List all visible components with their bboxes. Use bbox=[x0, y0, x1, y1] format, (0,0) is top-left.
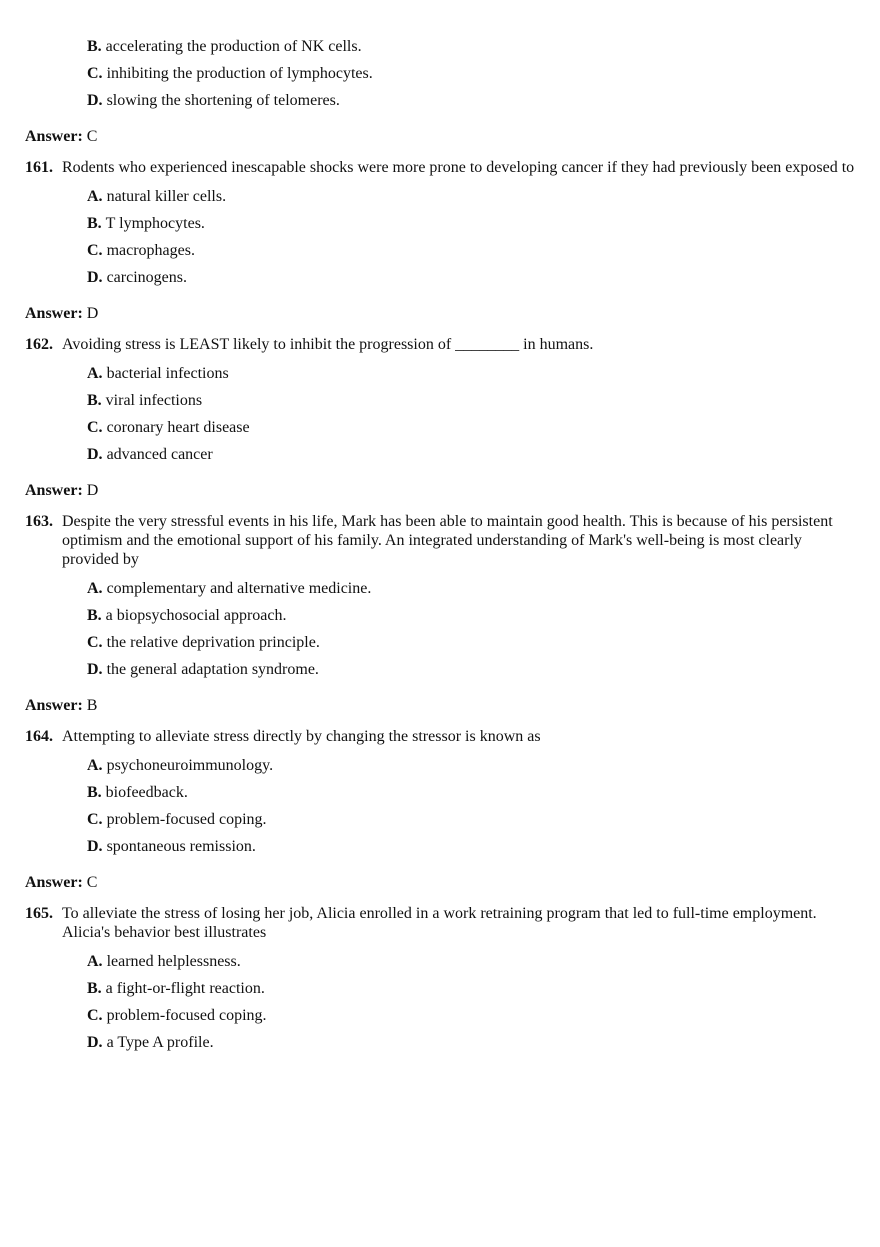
question-text: Rodents who experienced inescapable shocks were more prone to developing cancer if they had previously been exposed to bbox=[62, 159, 855, 176]
option-a bbox=[87, 187, 856, 214]
options-list bbox=[25, 187, 856, 295]
option-text: the general adaptation syndrome. bbox=[106, 661, 319, 678]
option-text: advanced cancer bbox=[106, 446, 213, 463]
option-d bbox=[87, 268, 856, 295]
option-text: biofeedback. bbox=[105, 784, 188, 801]
question-163 bbox=[25, 512, 856, 715]
answer-value: B bbox=[86, 697, 98, 714]
option-text: natural killer cells. bbox=[106, 188, 227, 205]
option-text: macrophages. bbox=[106, 242, 195, 259]
option-text: coronary heart disease bbox=[106, 419, 250, 436]
option-c bbox=[87, 633, 856, 660]
option-text: bacterial infections bbox=[106, 365, 229, 382]
option-text: complementary and alternative medicine. bbox=[106, 580, 372, 597]
question-stem bbox=[25, 512, 856, 569]
option-letter: A. bbox=[87, 757, 103, 774]
question-number: 164. bbox=[25, 728, 53, 745]
question-161 bbox=[25, 158, 856, 323]
option-text: a Type A profile. bbox=[106, 1034, 214, 1051]
option-text: problem-focused coping. bbox=[106, 1007, 267, 1024]
option-letter: D. bbox=[87, 92, 103, 109]
answer-line bbox=[25, 481, 856, 500]
option-letter: B. bbox=[87, 784, 102, 801]
option-a bbox=[87, 756, 856, 783]
answer-label: Answer: bbox=[25, 874, 83, 891]
options-list bbox=[25, 364, 856, 472]
answer-label: Answer: bbox=[25, 305, 83, 322]
option-text: problem-focused coping. bbox=[106, 811, 267, 828]
answer-value: D bbox=[86, 482, 99, 499]
option-letter: A. bbox=[87, 580, 103, 597]
options-list bbox=[25, 756, 856, 864]
option-d bbox=[87, 1033, 856, 1060]
question-text: Despite the very stressful events in his life, Mark has been able to maintain good health. This is because of his persistent optimism and the emotional support of his family. An integrated understanding of Mark's well-being is most clearly provided by bbox=[62, 513, 833, 568]
option-d bbox=[87, 837, 856, 864]
option-letter: A. bbox=[87, 188, 103, 205]
question-number: 165. bbox=[25, 905, 53, 922]
answer-line bbox=[25, 304, 856, 323]
option-b bbox=[87, 214, 856, 241]
option-text: spontaneous remission. bbox=[106, 838, 256, 855]
option-text: a fight-or-flight reaction. bbox=[105, 980, 265, 997]
question-165 bbox=[25, 904, 856, 1060]
answer-line bbox=[25, 696, 856, 715]
option-text: T lymphocytes. bbox=[105, 215, 205, 232]
option-text: inhibiting the production of lymphocytes. bbox=[106, 65, 373, 82]
option-text: carcinogens. bbox=[106, 269, 187, 286]
option-letter: C. bbox=[87, 242, 103, 259]
question-stem bbox=[25, 335, 856, 354]
question-164 bbox=[25, 727, 856, 892]
answer-label: Answer: bbox=[25, 128, 83, 145]
question-stem bbox=[25, 727, 856, 746]
answer-label: Answer: bbox=[25, 482, 83, 499]
option-text: slowing the shortening of telomeres. bbox=[106, 92, 340, 109]
option-c bbox=[87, 241, 856, 268]
answer-value: D bbox=[86, 305, 99, 322]
option-text: accelerating the production of NK cells. bbox=[105, 38, 362, 55]
options-list bbox=[25, 579, 856, 687]
question-text: Attempting to alleviate stress directly by changing the stressor is known as bbox=[62, 728, 541, 745]
option-b bbox=[87, 391, 856, 418]
option-c bbox=[87, 810, 856, 837]
option-letter: B. bbox=[87, 215, 102, 232]
option-text: the relative deprivation principle. bbox=[106, 634, 320, 651]
option-text: learned helplessness. bbox=[106, 953, 241, 970]
option-letter: D. bbox=[87, 1034, 103, 1051]
option-b bbox=[87, 606, 856, 633]
option-letter: D. bbox=[87, 661, 103, 678]
question-number: 161. bbox=[25, 159, 53, 176]
option-b bbox=[87, 783, 856, 810]
options-list bbox=[25, 952, 856, 1060]
option-d bbox=[87, 445, 856, 472]
option-letter: C. bbox=[87, 1007, 103, 1024]
question-stem bbox=[25, 904, 856, 942]
option-text: viral infections bbox=[105, 392, 203, 409]
option-a bbox=[87, 952, 856, 979]
answer-line bbox=[25, 127, 856, 146]
option-letter: C. bbox=[87, 811, 103, 828]
option-c bbox=[87, 1006, 856, 1033]
question-text: To alleviate the stress of losing her job, Alicia enrolled in a work retraining program that led to full-time employment. Alicia's behavior best illustrates bbox=[62, 905, 817, 941]
option-b bbox=[87, 979, 856, 1006]
option-letter: D. bbox=[87, 446, 103, 463]
option-a bbox=[87, 579, 856, 606]
answer-line bbox=[25, 873, 856, 892]
option-letter: B. bbox=[87, 980, 102, 997]
option-c bbox=[87, 64, 856, 91]
question-number: 162. bbox=[25, 336, 53, 353]
option-letter: A. bbox=[87, 365, 103, 382]
answer-value: C bbox=[86, 128, 98, 145]
question-162 bbox=[25, 335, 856, 500]
option-letter: C. bbox=[87, 419, 103, 436]
answer-label: Answer: bbox=[25, 697, 83, 714]
option-letter: C. bbox=[87, 65, 103, 82]
question-number: 163. bbox=[25, 513, 53, 530]
option-letter: D. bbox=[87, 269, 103, 286]
option-text: a biopsychosocial approach. bbox=[105, 607, 287, 624]
option-a bbox=[87, 364, 856, 391]
option-letter: B. bbox=[87, 607, 102, 624]
option-letter: A. bbox=[87, 953, 103, 970]
question-text: Avoiding stress is LEAST likely to inhibit the progression of ________ in humans. bbox=[62, 336, 594, 353]
option-letter: C. bbox=[87, 634, 103, 651]
option-letter: D. bbox=[87, 838, 103, 855]
option-c bbox=[87, 418, 856, 445]
options-list bbox=[25, 37, 856, 118]
option-text: psychoneuroimmunology. bbox=[106, 757, 274, 774]
question-stem bbox=[25, 158, 856, 177]
option-b bbox=[87, 37, 856, 64]
question-160-continued bbox=[25, 37, 856, 146]
option-letter: B. bbox=[87, 38, 102, 55]
option-letter: B. bbox=[87, 392, 102, 409]
option-d bbox=[87, 91, 856, 118]
option-d bbox=[87, 660, 856, 687]
answer-value: C bbox=[86, 874, 98, 891]
